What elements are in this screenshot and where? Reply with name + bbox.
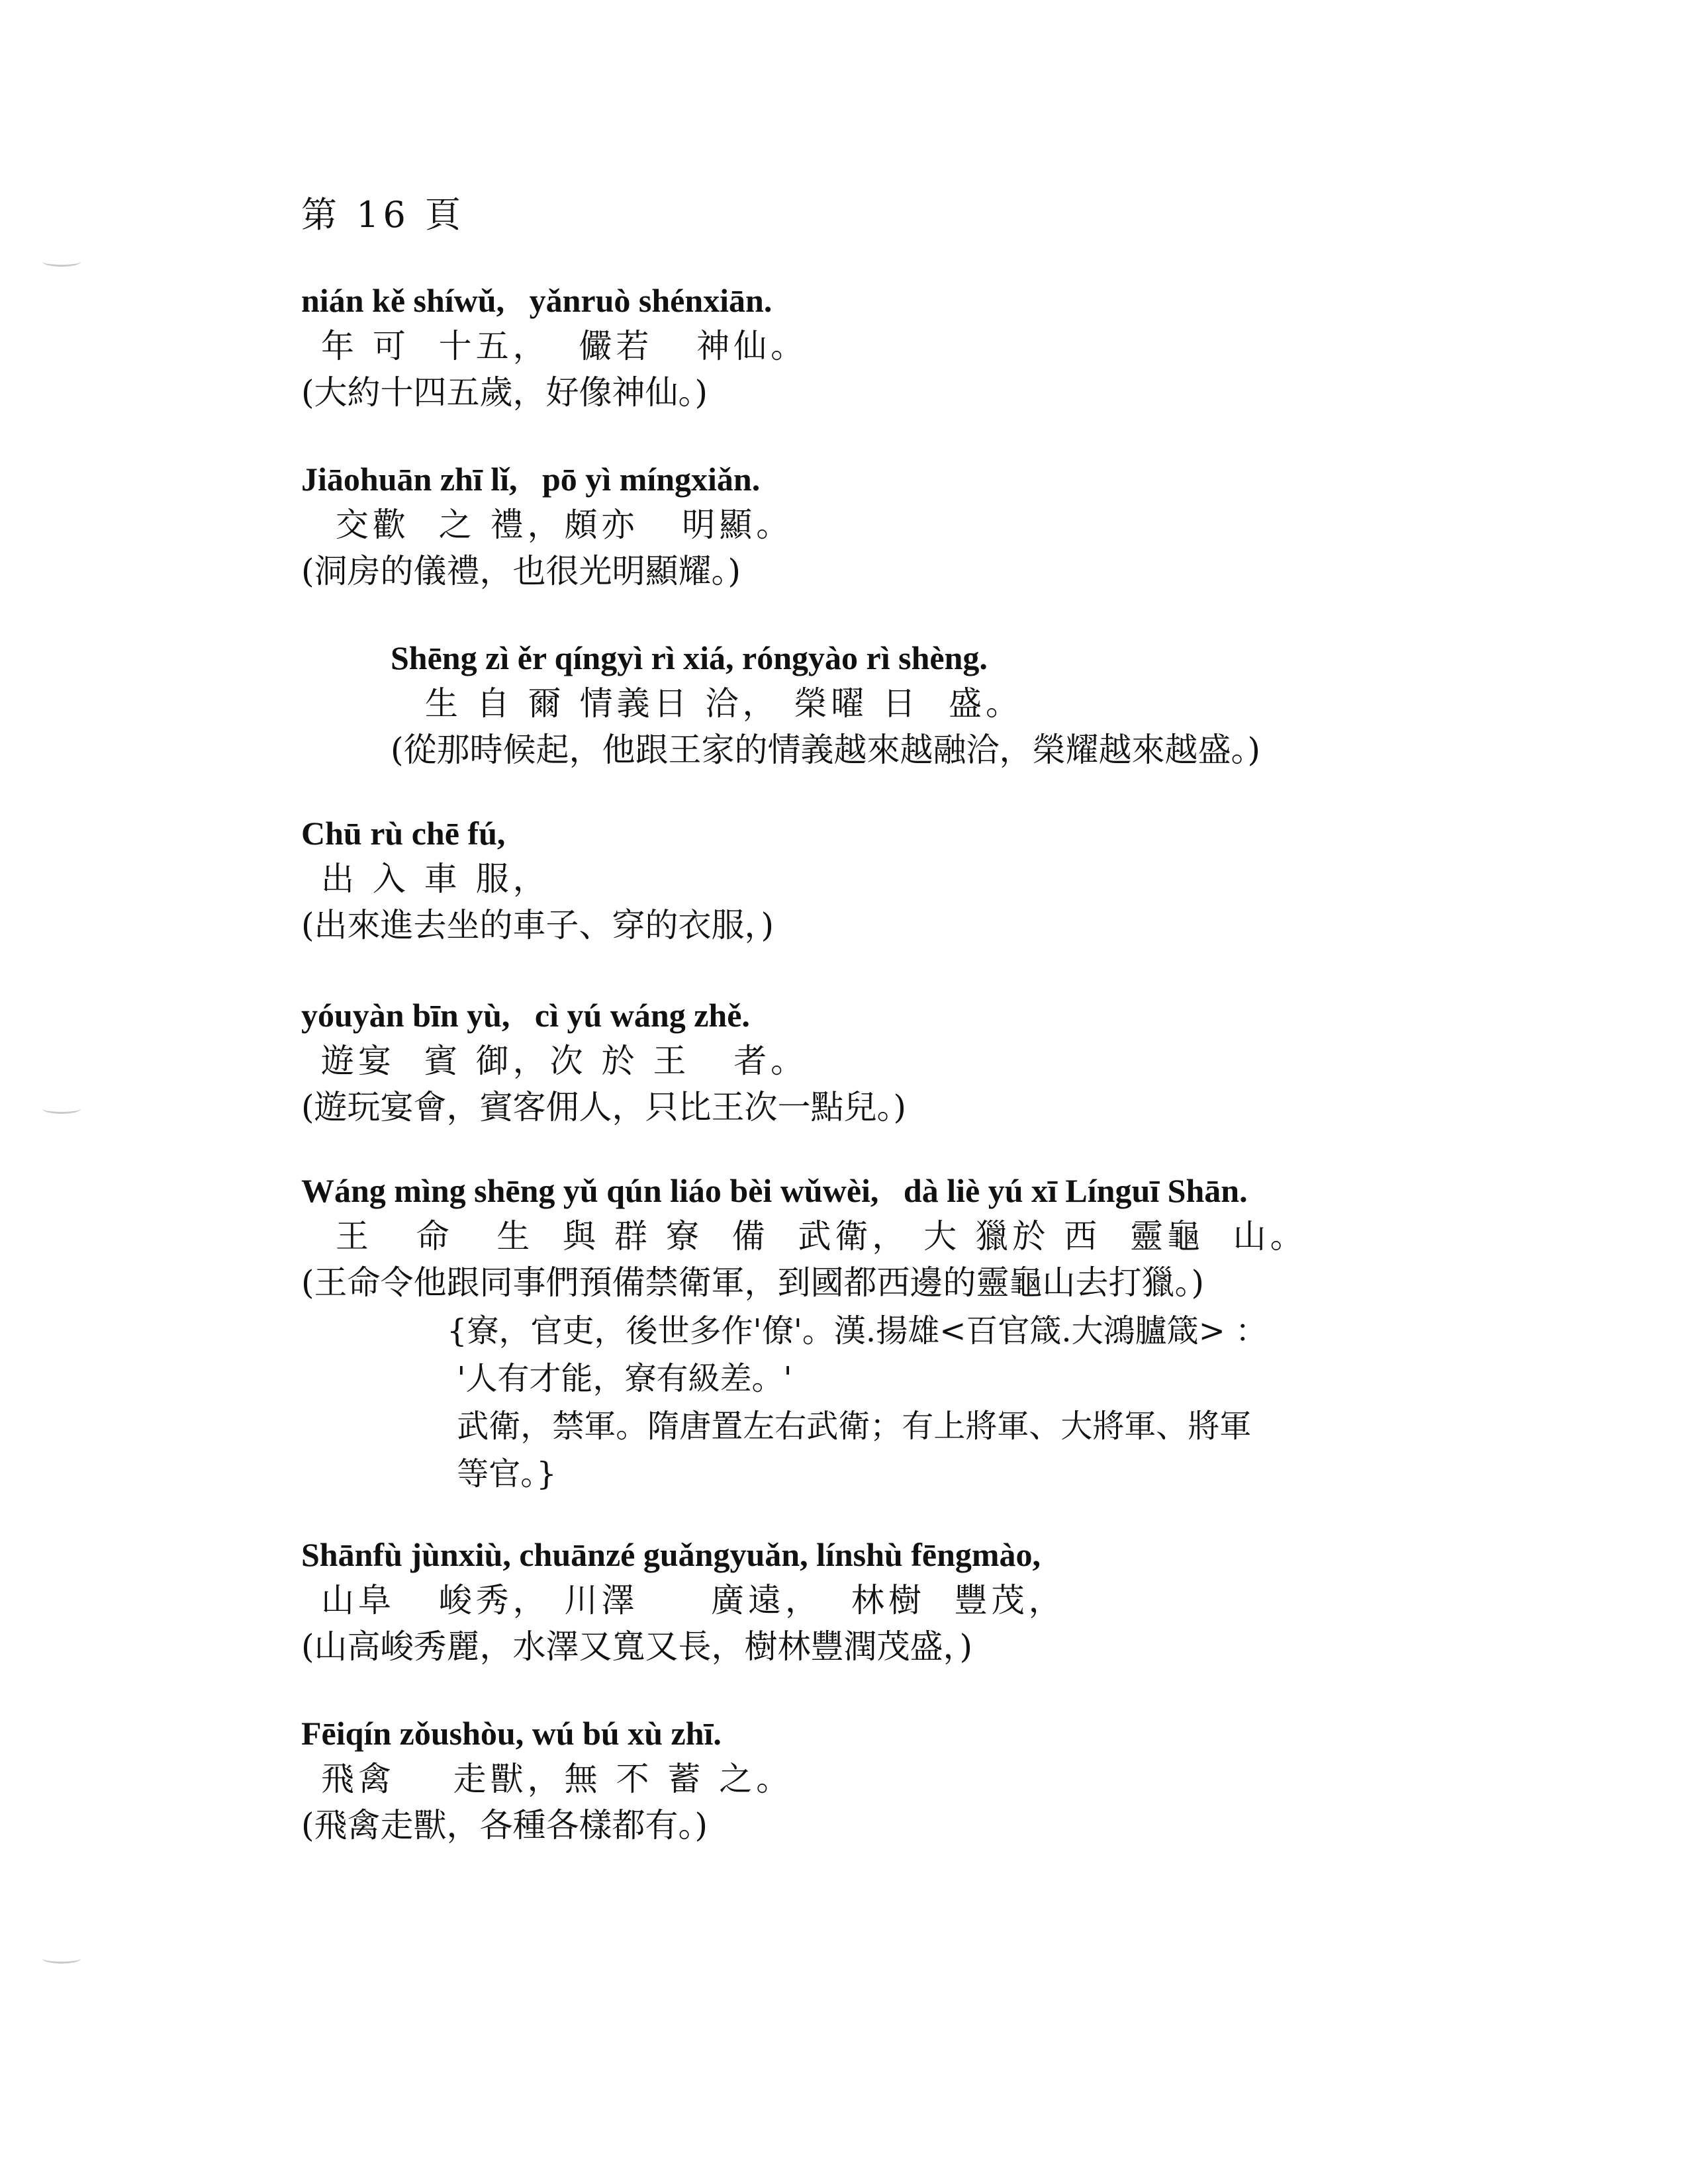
note-line: 武衛，禁軍。隋唐置左右武衛；有上將軍、大將軍、將軍	[447, 1408, 1252, 1445]
verse-block	[301, 278, 808, 416]
verse-block	[301, 993, 906, 1130]
translation-line: (王命令他跟同事們預備禁衛軍，到國都西邊的靈龜山去打獵。)	[301, 1263, 1205, 1302]
scan-margin-mark	[42, 1954, 81, 1964]
annotation-note	[447, 1307, 1267, 1498]
chinese-line: 出 入 車 服，	[321, 860, 550, 898]
verse-block	[301, 1532, 1066, 1670]
pinyin-line: Shēng zì ěr qíngyì rì xiá, róngyào rì shèng.	[391, 639, 988, 676]
chinese-line: 飛禽 走獸，無 不 蓄 之。	[321, 1760, 794, 1798]
chinese-line: 遊宴 賓 御，次 於 王 者。	[321, 1042, 808, 1080]
chinese-line: 年 可 十五， 儼若 神仙。	[321, 327, 808, 365]
verse-block	[301, 457, 793, 594]
note-line: 等官。}	[447, 1455, 557, 1492]
verse-block	[301, 1168, 1307, 1306]
chinese-line: 交歡 之 禮，頗亦 明顯。	[321, 506, 794, 544]
pinyin-line: Chū rù chē fú,	[301, 815, 506, 852]
chinese-line: 山阜 峻秀， 川澤 廣遠， 林樹 豐茂，	[321, 1581, 1066, 1619]
translation-line: (洞房的儀禮，也很光明顯耀。)	[301, 552, 741, 590]
chinese-line: 王 命 生 與 群 寮 備 武衛， 大 獵於 西 靈龜 山。	[321, 1217, 1307, 1255]
verse-block	[301, 1711, 793, 1848]
translation-line: (從那時候起，他跟王家的情義越來越融洽，榮耀越來越盛。)	[391, 731, 1261, 769]
scan-margin-mark	[42, 1104, 81, 1114]
pinyin-line: Shānfù jùnxiù, chuānzé guǎngyuǎn, línshù fēngmào,	[301, 1536, 1041, 1573]
chinese-line: 生 自 爾 情義日 洽， 榮曜 日 盛。	[410, 684, 1023, 723]
note-line: {寮，官吏，後世多作'僚'。漢.揚雄<百官箴.大鴻臚箴> ：	[447, 1312, 1268, 1349]
pinyin-line: nián kě shíwǔ, yǎnruò shénxiān.	[301, 282, 773, 319]
translation-line: (飛禽走獸，各種各樣都有。)	[301, 1806, 708, 1844]
translation-line: (山高峻秀麗，水澤又寬又長，樹林豐潤茂盛，)	[301, 1627, 973, 1666]
verse-block	[391, 635, 1260, 773]
verse-block	[301, 811, 774, 948]
translation-line: (出來進去坐的車子、穿的衣服，)	[301, 906, 774, 944]
pinyin-line: yóuyàn bīn yù, cì yú wáng zhě.	[301, 997, 750, 1034]
pinyin-line: Wáng mìng shēng yǔ qún liáo bèi wǔwèi, dà liè yú xī Línguī Shān.	[301, 1172, 1248, 1209]
scan-margin-mark	[42, 257, 81, 267]
page-header: 第 16 頁	[301, 194, 465, 236]
pinyin-line: Jiāohuān zhī lǐ, pō yì míngxiǎn.	[301, 461, 761, 498]
note-line: '人有才能，寮有級差。'	[447, 1360, 792, 1397]
translation-line: (遊玩宴會，賓客佣人，只比王次一點兒。)	[301, 1088, 907, 1126]
translation-line: (大約十四五歲，好像神仙。)	[301, 373, 708, 412]
pinyin-line: Fēiqín zǒushòu, wú bú xù zhī.	[301, 1715, 722, 1752]
